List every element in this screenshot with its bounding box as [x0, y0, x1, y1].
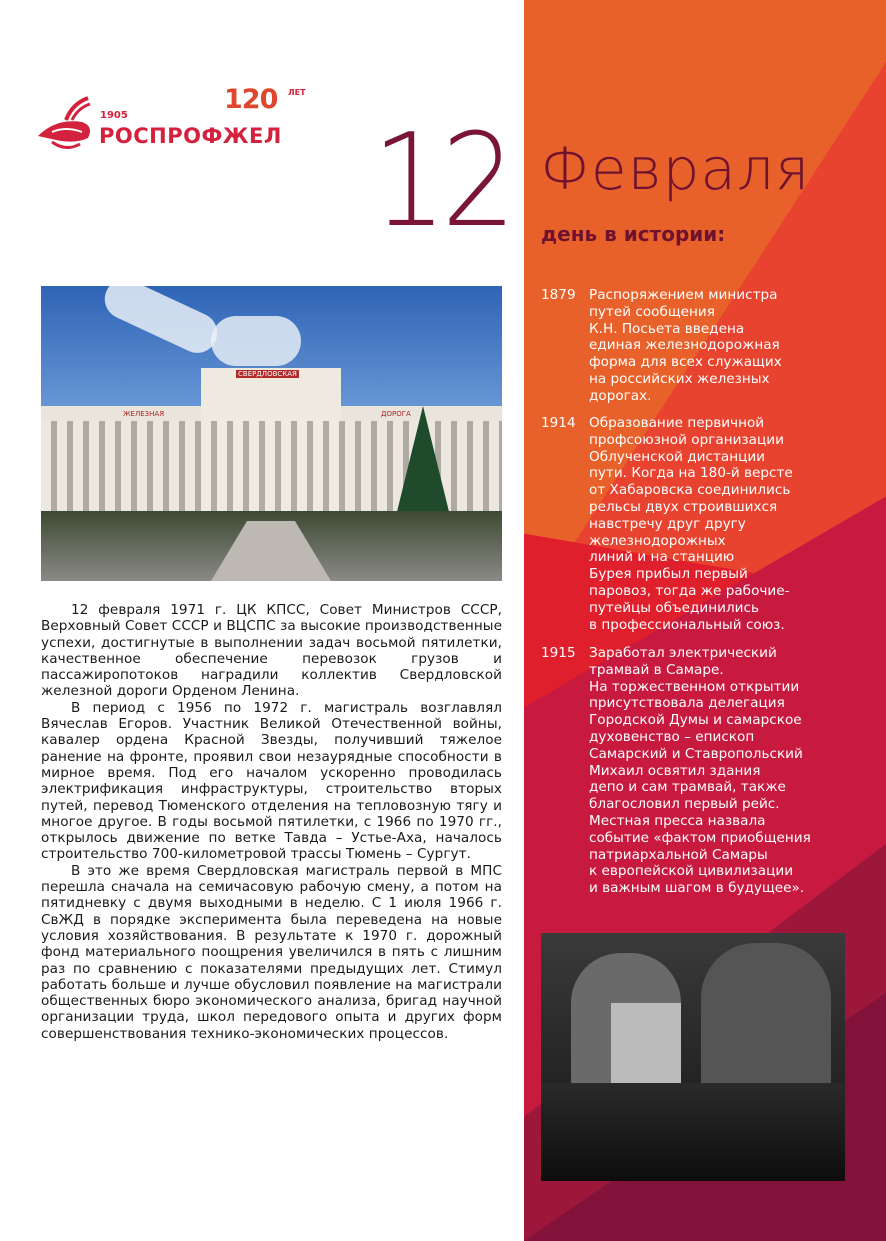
rosprofzhel-logo [36, 84, 306, 158]
section-subtitle: день в истории: [541, 222, 726, 246]
event-year: 1915 [541, 645, 576, 661]
event-text: Распоряжением министра путей сообщения К.Н. Посьета введена единая железнодорожная форма для всех служащих на российских железных дорогах. [589, 287, 782, 404]
history-event [541, 645, 851, 897]
building-sign-1: СВЕРДЛОВСКАЯ [238, 370, 297, 378]
month-title: Февраля [540, 135, 811, 203]
building-sign-2: ЖЕЛЕЗНАЯ [123, 410, 165, 418]
history-event [541, 415, 851, 633]
logo-name: РОСПРОФЖЕЛ [99, 124, 282, 148]
paragraph: 12 февраля 1971 г. ЦК КПСС, Совет Министров СССР, Верховный Совет СССР и ВЦСПС за высокие производственные успехи, достигнутые в выполнении задач восьмой пятилетки, качественное обеспечение перевозок грузов и пассажиропотоков наградили коллектив Свердловской железной дороги Орденом Ленина. [41, 602, 502, 700]
paragraph: В период с 1956 по 1972 г. магистраль возглавлял Вячеслав Егоров. Участник Великой Отечественной войны, кавалер ордена Красной Звезды, получивший тяжелое ранение на фронте, проявил свои незаурядные способности в мирное время. Под его началом ускоренно проводилась электрификация инфраструктуры, строительство вторых путей, перевод Тюменского отделения на тепловозную тягу и многое другое. В годы восьмой пятилетки, с 1966 по 1970 гг., открылось движение по ветке Тавда – Устье-Аха, началось строительство 700-километровой трассы Тюмень – Сургут. [41, 699, 502, 863]
train-emblem-icon [36, 92, 96, 152]
day-number: 12 [372, 107, 511, 256]
tram-depot-historic-photo [541, 933, 845, 1181]
building-sign-3: ДОРОГА [381, 410, 411, 418]
event-year: 1879 [541, 287, 576, 303]
history-event [541, 287, 851, 405]
article-body [41, 602, 502, 1042]
logo-year: 1905 [100, 110, 128, 121]
event-text: Заработал электрический трамвай в Самаре. На торжественном открытии присутствовала делегация Городской Думы и самарское духовенство – епископ Самарский и Ставропольский Михаил освятил здания депо и сам трамвай, также благословил первый рейс. Местная пресса назвала событие «фактом приобщения патриархальной Самары к европейской цивилизации и важным шагом в будущее». [589, 645, 811, 897]
anniversary-word: ЛЕТ [288, 88, 306, 97]
railway-building-photo [41, 286, 502, 581]
event-year: 1914 [541, 415, 576, 431]
event-text: Образование первичной профсоюзной организации Облученской дистанции пути. Когда на 180-й версте от Хабаровска соединились рельсы двух строившихся навстречу друг другу железнодорожных линий и на станцию Бурея прибыл первый паровоз, тогда же рабочие- путейцы объединились в профессиональный союз. [589, 415, 793, 633]
paragraph: В это же время Свердловская магистраль первой в МПС перешла сначала на семичасовую рабочую смену, а потом на пятидневку с двумя выходными в неделю. С 1 июля 1966 г. СвЖД в порядке эксперимента была переведена на новые условия хозяйствования. В результате к 1970 г. дорожный фонд материального поощрения увеличился в пять с лишним раз по сравнению с показателями предыдущих лет. Стимул работать больше и лучше обусловил появление на магистрали общественных бюро экономического анализа, бригад научной организации труда, школ передового опыта и других форм совершенствования технико-экономических процессов. [41, 862, 502, 1042]
anniversary-number: 120 [224, 84, 278, 115]
